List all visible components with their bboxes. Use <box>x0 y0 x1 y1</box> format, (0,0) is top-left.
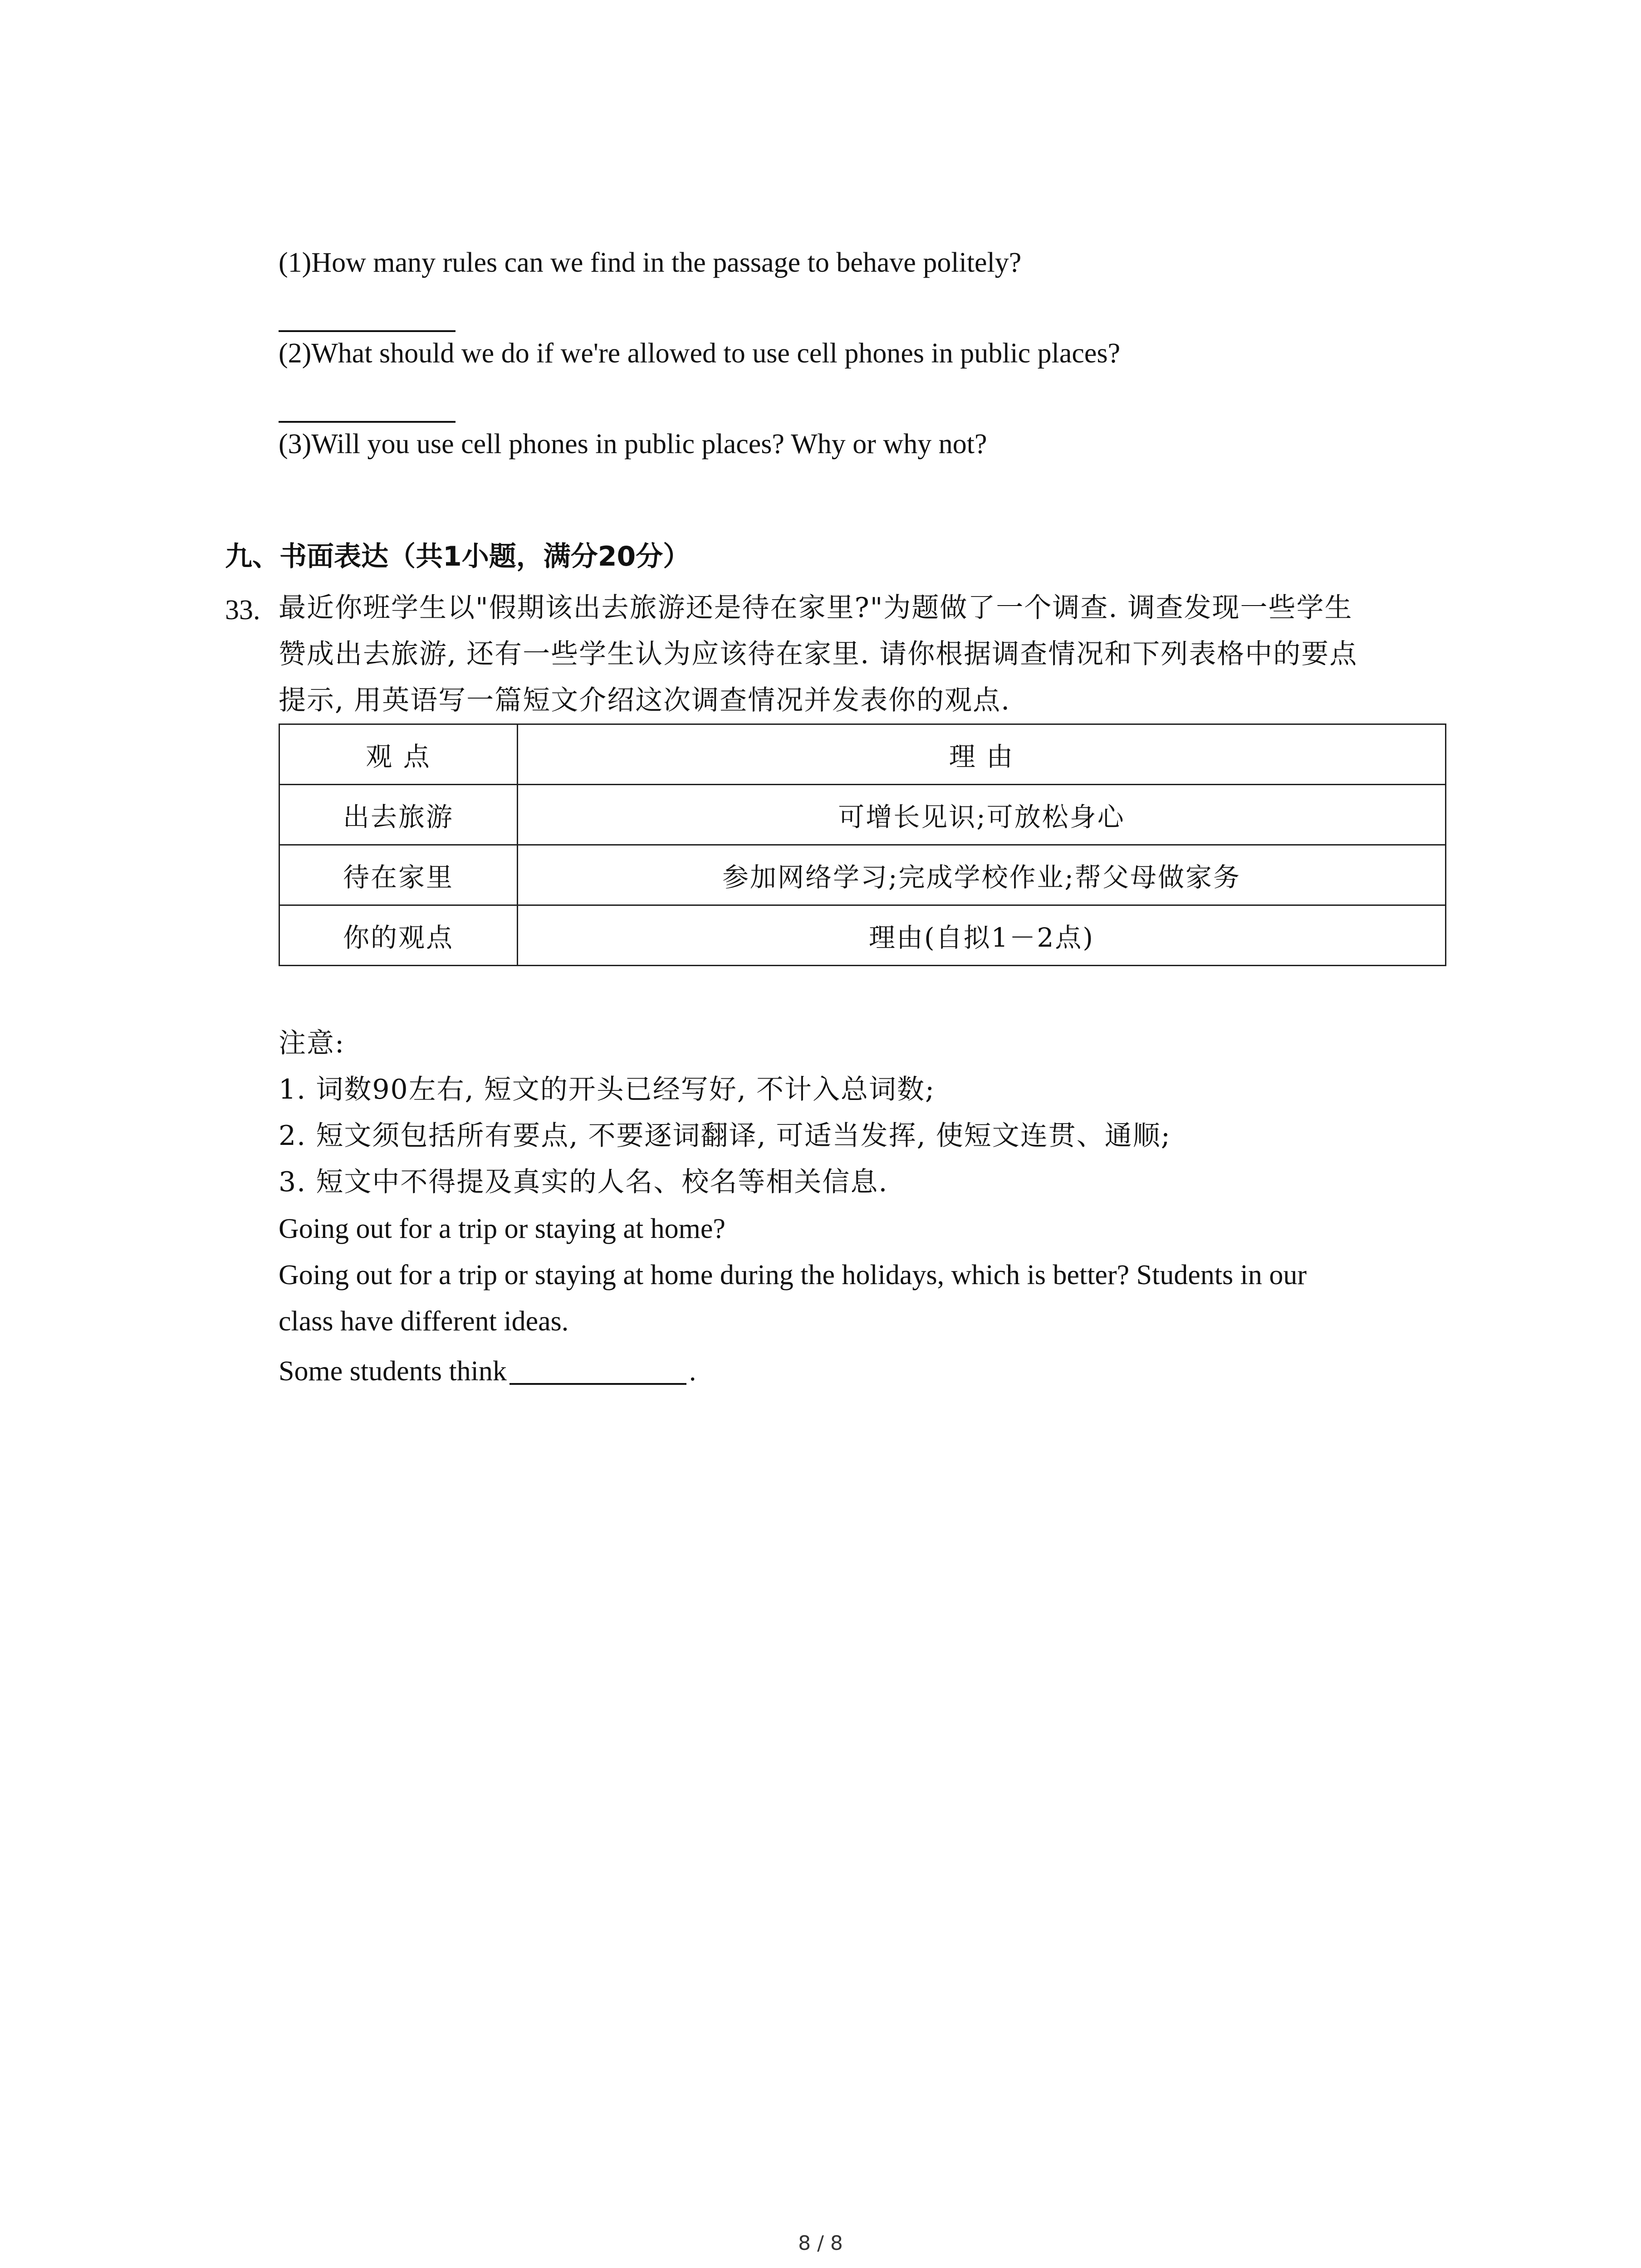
table-header-reason: 理 由 <box>518 724 1446 785</box>
answer-blank-2[interactable] <box>279 421 456 423</box>
note-item: 3. 短文中不得提及真实的人名、校名等相关信息. <box>279 1166 888 1198</box>
table-header-view: 观 点 <box>279 724 518 785</box>
notes-label: 注意: <box>279 1027 345 1059</box>
essay-line-3-prefix: Some students think <box>279 1356 507 1387</box>
essay-line-1: Going out for a trip or staying at home during the holidays, which is better? Students in our <box>279 1260 1307 1290</box>
table-cell-view: 你的观点 <box>279 905 518 966</box>
essay-line-3-suffix: . <box>689 1356 696 1387</box>
essay-answer-blank[interactable] <box>509 1358 686 1385</box>
table-cell-view: 待在家里 <box>279 845 518 905</box>
note-item: 1. 词数90左右, 短文的开头已经写好, 不计入总词数; <box>279 1074 936 1105</box>
table-header-row <box>279 724 1446 785</box>
prompt-line-1: 最近你班学生以"假期该出去旅游还是待在家里?"为题做了一个调查. 调查发现一些学生 <box>279 592 1353 624</box>
question-3: (3)Will you use cell phones in public places? Why or why not? <box>279 429 987 459</box>
table-cell-view: 出去旅游 <box>279 785 518 845</box>
essay-line-3 <box>279 1357 696 1385</box>
page-number: 8 / 8 <box>798 2232 843 2255</box>
essay-line-2: class have different ideas. <box>279 1306 569 1337</box>
prompt-line-2: 赞成出去旅游, 还有一些学生认为应该待在家里. 请你根据调查情况和下列表格中的要点 <box>279 638 1358 670</box>
table-cell-reason: 参加网络学习;完成学校作业;帮父母做家务 <box>518 845 1446 905</box>
section-heading: 九、书面表达（共1小题，满分20分） <box>225 541 691 572</box>
table-cell-reason: 可增长见识;可放松身心 <box>518 785 1446 845</box>
points-table <box>279 723 1446 966</box>
answer-blank-1[interactable] <box>279 330 456 332</box>
table-row <box>279 905 1446 966</box>
prompt-line-3: 提示, 用英语写一篇短文介绍这次调查情况并发表你的观点. <box>279 684 1011 716</box>
table-row <box>279 785 1446 845</box>
question-1: (1)How many rules can we find in the passage to behave politely? <box>279 247 1022 278</box>
essay-title: Going out for a trip or staying at home? <box>279 1213 725 1244</box>
question-2: (2)What should we do if we're allowed to use cell phones in public places? <box>279 338 1121 369</box>
table-cell-reason: 理由(自拟1－2点) <box>518 905 1446 966</box>
note-item: 2. 短文须包括所有要点, 不要逐词翻译, 可适当发挥, 使短文连贯、通顺; <box>279 1120 1171 1152</box>
question-number: 33. <box>225 595 260 626</box>
table-row <box>279 845 1446 905</box>
